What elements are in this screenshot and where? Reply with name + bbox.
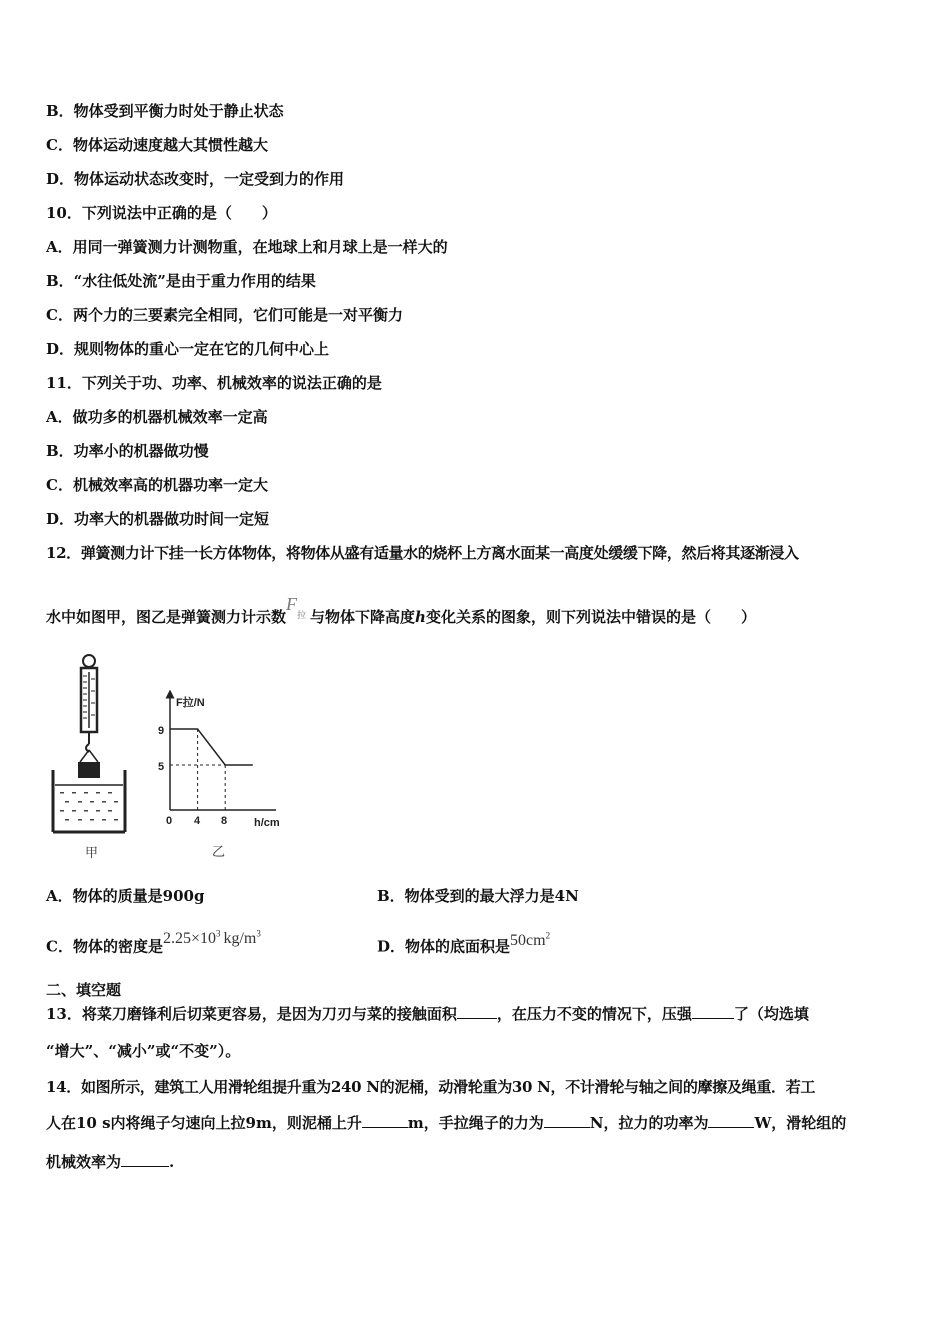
q12-option-c xyxy=(46,929,261,957)
q14-line1: 14．如图所示，建筑工人用滑轮组提升重为240 N的泥桶，动滑轮重为30 N，不计滑轮与轴之间的摩擦及绳重．若工 xyxy=(46,1078,816,1096)
q9-option-b: B．物体受到平衡力时处于静止状态 xyxy=(46,102,284,120)
density-mantissa: 2.25×10 xyxy=(162,930,216,948)
density-value xyxy=(163,930,261,947)
q11-option-a: A．做功多的机器机械效率一定高 xyxy=(46,408,268,426)
q14-blank-4[interactable] xyxy=(121,1152,169,1167)
x-axis-label: h/cm xyxy=(254,817,280,829)
q11-stem: 11．下列关于功、功率、机械效率的说法正确的是 xyxy=(46,374,382,392)
y-axis-label: F拉/N xyxy=(176,697,205,709)
q12-line2-post: 变化关系的图象，则下列说法中错误的是（ ） xyxy=(425,608,756,626)
q11-option-b: B．功率小的机器做功慢 xyxy=(46,442,209,460)
q10-option-a: A．用同一弹簧测力计测物重，在地球上和月球上是一样大的 xyxy=(46,238,448,256)
q14-text-e: 机械效率为 xyxy=(46,1153,122,1171)
q10-option-b: B．“水往低处流”是由于重力作用的结果 xyxy=(46,272,316,290)
q14-blank-2[interactable] xyxy=(544,1113,590,1128)
q14-text-c: N，拉力的功率为 xyxy=(589,1114,709,1132)
density-exp: 3 xyxy=(215,929,221,939)
q14-text-d: W，滑轮组的 xyxy=(754,1114,847,1132)
caption-jia: 甲 xyxy=(85,846,99,861)
q14-text-a: 人在10 s内将绳子匀速向上拉9m，则泥桶上升 xyxy=(46,1114,362,1132)
q12-option-b: B．物体受到的最大浮力是4N xyxy=(377,887,579,905)
density-unit: kg/m xyxy=(223,930,257,948)
figure-spring-scale xyxy=(50,652,140,862)
q12-line2-mid: 与物体下降高度 xyxy=(310,608,416,626)
q14-blank-1[interactable] xyxy=(362,1113,408,1128)
q13-line1 xyxy=(46,1004,809,1024)
section-title-fill-blank: 二、填空题 xyxy=(46,981,122,999)
q12-option-a: A．物体的质量是900g xyxy=(46,887,205,905)
q10-option-d: D．规则物体的重心一定在它的几何中心上 xyxy=(46,340,330,358)
series-f-line xyxy=(170,729,253,765)
q14-blank-3[interactable] xyxy=(708,1113,754,1128)
y-tick-5: 5 xyxy=(158,761,165,773)
q11-option-d: D．功率大的机器做功时间一定短 xyxy=(46,510,270,528)
y-tick-9: 9 xyxy=(158,725,165,737)
q14-text-end: . xyxy=(169,1153,175,1171)
q13-text-1: 13．将菜刀磨锋利后切菜更容易，是因为刀刃与菜的接触面积 xyxy=(46,1005,457,1023)
q10-stem: 10．下列说法中正确的是（ ） xyxy=(46,204,277,222)
q13-line2: “增大”、“减小”或“不变”）。 xyxy=(46,1042,241,1060)
q12-line2 xyxy=(46,594,756,630)
q10-option-c: C．两个力的三要素完全相同，它们可能是一对平衡力 xyxy=(46,306,403,324)
q12-line1: 12．弹簧测力计下挂一长方体物体，将物体从盛有适量水的烧杯上方离水面某一高度处缓缓下降，然后将其逐渐浸入 xyxy=(46,544,799,562)
x-tick-4: 4 xyxy=(194,815,201,827)
area-value xyxy=(510,932,550,949)
q14-line2 xyxy=(46,1113,846,1133)
density-unit-exp: 3 xyxy=(256,929,261,939)
q14-text-b: m，手拉绳子的力为 xyxy=(407,1114,544,1132)
caption-yi: 乙 xyxy=(212,845,226,860)
figure-graph xyxy=(150,690,300,862)
h-symbol: h xyxy=(415,608,426,626)
origin-label: 0 xyxy=(166,815,173,827)
q11-option-c: C．机械效率高的机器功率一定大 xyxy=(46,476,268,494)
f-symbol: F xyxy=(286,594,298,614)
q12-line2-pre: 水中如图甲，图乙是弹簧测力计示数 xyxy=(46,608,287,626)
q12-option-c-text: C．物体的密度是 xyxy=(46,937,163,956)
q14-line3 xyxy=(46,1152,174,1172)
q9-option-c: C．物体运动速度越大其惯性越大 xyxy=(46,136,268,154)
x-tick-8: 8 xyxy=(221,815,228,827)
q12-option-d xyxy=(377,932,550,957)
q12-option-d-text: D．物体的底面积是 xyxy=(377,937,511,956)
area-number: 50cm xyxy=(510,932,546,950)
q13-text-2: ，在压力不变的情况下，压强 xyxy=(496,1005,692,1023)
area-exp: 2 xyxy=(545,931,551,941)
q13-blank-1[interactable] xyxy=(457,1004,497,1019)
q13-text-3: 了（均选填 xyxy=(733,1005,809,1023)
q13-blank-2[interactable] xyxy=(692,1004,734,1019)
q9-option-d: D．物体运动状态改变时，一定受到力的作用 xyxy=(46,170,345,188)
f-subscript: 拉 xyxy=(297,611,307,621)
